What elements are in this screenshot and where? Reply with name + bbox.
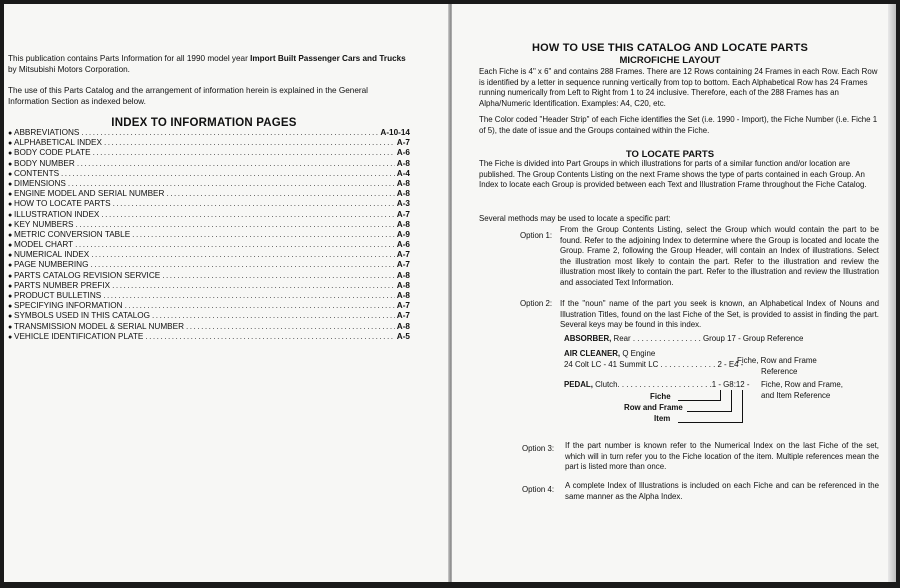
index-entry-label: PARTS NUMBER PREFIX: [14, 280, 111, 290]
index-entry-label: METRIC CONVERSION TABLE: [14, 229, 131, 239]
bullet-icon: ●: [8, 211, 13, 219]
index-entry: [8, 240, 410, 250]
index-entry-label: SYMBOLS USED IN THIS CATALOG: [14, 311, 151, 321]
index-entry: [8, 322, 410, 332]
index-entry-page: A-4: [396, 168, 410, 178]
callout-leader-item-h: [678, 422, 743, 423]
example-qualifier: Q Engine: [620, 349, 656, 358]
option-3-text: If the part number is known refer to the Numerical Index on the last Fiche of the set, which will in turn refer you to the Fiche location of the item. Multiple references mean the part is listed more than once.: [565, 441, 879, 471]
index-entry: [8, 220, 410, 230]
index-entry-page: A-6: [396, 240, 410, 250]
bullet-icon: ●: [8, 130, 13, 137]
bullet-icon: ●: [8, 170, 13, 178]
index-entry-label: BODY NUMBER: [14, 158, 75, 168]
index-entry: [8, 138, 410, 148]
bullet-icon: ●: [8, 150, 13, 158]
usage-paragraph: The use of this Parts Catalog and the arrangement of information herein is explained in the General Information Section as indexed below.: [8, 86, 369, 106]
example-air-cleaner-models: 24 Colt LC - 41 Summit LC . . . . . . . . . . . . . 2 - E4 -: [564, 360, 744, 369]
index-entry-page: A-10-14: [380, 128, 410, 137]
option-2-label: Option 2:: [520, 299, 553, 308]
index-entry: [8, 179, 410, 189]
dot-leader: [75, 240, 395, 250]
bullet-icon: ●: [8, 293, 13, 300]
callout-item: Item: [654, 414, 671, 423]
fiche-paragraph: Each Fiche is 4" x 6" and contains 288 Frames. There are 12 Rows containing 24 Frames in each Row. Each Row is identified by a letter in sequence running vertically from top to bottom. Each Alphabetical Row has 24 Frames running numerically from Left to Right from 1 to 24 inclusive. Therefore, each of the 288 Frames has an Alpha/Numeric Identification. Examples: A4, C20, etc.: [479, 67, 878, 108]
index-entry-page: A-7: [396, 209, 410, 219]
index-entry-label: SPECIFYING INFORMATION: [14, 301, 123, 311]
dot-leader: [101, 210, 394, 220]
callout-fiche: Fiche: [650, 392, 671, 401]
dot-leader: [113, 199, 395, 209]
index-entry-page: A-7: [396, 301, 410, 311]
option-3-label: Option 3:: [522, 444, 555, 453]
index-entry-page: A-6: [396, 148, 410, 158]
index-entry: [8, 230, 410, 240]
bullet-icon: ●: [8, 262, 13, 270]
index-entry-page: A-8: [396, 321, 410, 331]
index-title: INDEX TO INFORMATION PAGES: [111, 117, 297, 129]
dot-leader: [145, 332, 394, 342]
index-entry-label: PAGE NUMBERING: [14, 260, 89, 270]
example-air-cleaner-ref: Fiche, Row and Frame: [737, 356, 817, 365]
microfiche-heading: MICROFICHE LAYOUT: [619, 55, 721, 66]
dot-leader: [103, 291, 395, 301]
example-noun: ABSORBER,: [564, 334, 612, 343]
bullet-icon: ●: [8, 242, 13, 250]
index-list: [8, 128, 410, 342]
index-entry-label: PARTS CATALOG REVISION SERVICE: [14, 270, 161, 280]
example-reference: Rear . . . . . . . . . . . . . . . . Group 17 - Group Reference: [611, 334, 804, 343]
index-entry-label: PRODUCT BULLETINS: [14, 291, 102, 300]
index-entry-label: MODEL CHART: [14, 240, 74, 250]
index-entry-label: HOW TO LOCATE PARTS: [14, 199, 111, 209]
index-entry-page: A-8: [396, 158, 410, 168]
index-entry-label: ABBREVIATIONS: [14, 128, 80, 137]
intro-bold-text: Import Built Passenger Cars and Trucks: [250, 54, 406, 63]
left-page: [4, 4, 450, 582]
index-entry: [8, 210, 410, 220]
index-entry: [8, 301, 410, 311]
bullet-icon: ●: [8, 191, 13, 199]
page-title: HOW TO USE THIS CATALOG AND LOCATE PARTS: [531, 42, 809, 54]
index-entry-label: BODY CODE PLATE: [14, 148, 91, 158]
index-entry: [8, 189, 410, 199]
example-pedal-ref: Fiche, Row and Frame,: [761, 380, 844, 389]
example-noun: AIR CLEANER,: [564, 349, 621, 358]
locate-parts-paragraph: The Fiche is divided into Part Groups in which illustrations for parts of a similar function and/or location are published. The Group Contents Listing on the next Frame shows the type of parts contained in each Group. An Index to locate each Group is provided between each Text and Illustration Frame throughout the Fiche Catalog.: [479, 159, 867, 189]
index-entry: [8, 311, 410, 321]
callout-leader-row-h: [687, 411, 732, 412]
index-entry: [8, 291, 410, 301]
dot-leader: [132, 230, 395, 240]
option-4-text: A complete Index of Illustrations is included on each Fiche and can be referenced in the same manner as the Alpha Index.: [565, 481, 879, 501]
index-entry-page: A-7: [396, 311, 410, 321]
option-1-text: From the Group Contents Listing, select the Group which would contain the part to be found. Refer to the adjoining Index to determine where the Group is located and locate the Group. Frame 2, following the Group Header, will contain an Index of illustrations. Select the illustration most likely to contain the part. Refer to the illustration and review the illustration most likely to contain the part. Refer to the illustration and review the Illustration and associated Text Information.: [560, 225, 879, 287]
example-noun: PEDAL,: [564, 380, 593, 389]
index-entry-label: NUMERICAL INDEX: [14, 250, 90, 260]
bullet-icon: ●: [8, 201, 13, 209]
dot-leader: [61, 169, 395, 179]
index-entry: [8, 271, 410, 281]
dot-leader: [68, 179, 395, 189]
index-entry: [8, 281, 410, 291]
callout-row-frame: Row and Frame: [624, 403, 683, 412]
index-entry-label: TRANSMISSION MODEL & SERIAL NUMBER: [14, 321, 184, 331]
index-entry: [8, 148, 410, 158]
index-entry-label: ALPHABETICAL INDEX: [14, 138, 102, 148]
index-entry-label: KEY NUMBERS: [14, 219, 74, 229]
intro-text-end: by Mitsubishi Motors Corporation.: [8, 65, 130, 74]
dot-leader: [81, 128, 378, 138]
callout-leader-fiche-h: [678, 400, 721, 401]
intro-paragraph: [8, 53, 408, 75]
dot-leader: [162, 271, 395, 281]
dot-leader: [112, 281, 395, 291]
header-strip-paragraph: The Color coded "Header Strip" of each Fiche identifies the Set (i.e. 1990 - Import), the Fiche Number (i.e. Fiche 1 of 5), the date of issue and the Groups contained within the Fiche.: [479, 115, 878, 135]
index-entry-page: A-8: [396, 291, 410, 300]
index-entry-page: A-8: [396, 189, 410, 199]
index-entry-page: A-7: [396, 138, 410, 148]
callout-leader-item-v: [742, 390, 743, 423]
bullet-icon: ●: [8, 180, 13, 188]
index-entry-page: A-8: [396, 280, 410, 290]
dot-leader: [104, 138, 395, 148]
bullet-icon: ●: [8, 140, 13, 148]
option-4-label: Option 4:: [522, 485, 555, 494]
bullet-icon: ●: [8, 303, 13, 311]
index-entry-page: A-5: [396, 331, 410, 341]
index-entry: [8, 128, 410, 138]
index-entry-label: ILLUSTRATION INDEX: [14, 209, 100, 219]
callout-leader-fiche-v: [720, 390, 721, 401]
right-page: [452, 4, 888, 582]
index-entry-page: A-7: [396, 260, 410, 270]
dot-leader: [186, 322, 395, 332]
option-1-label: Option 1:: [520, 231, 553, 240]
bullet-icon: ●: [8, 252, 13, 260]
index-entry-page: A-7: [396, 250, 410, 260]
example-air-cleaner-ref-2: Reference: [761, 367, 798, 376]
example-pedal-ref-2: and Item Reference: [761, 391, 831, 400]
index-entry-page: A-8: [396, 178, 410, 188]
option-2-text: If the "noun" name of the part you seek is known, an Alphabetical Index of Nouns and Illustration Titles, found on the last Fiche of the Set, is provided to assist in finding the part. Several keys may be found in this index.: [560, 299, 879, 329]
index-entry-page: A-9: [396, 229, 410, 239]
bullet-icon: ●: [8, 323, 13, 331]
index-entry-page: A-3: [396, 199, 410, 209]
bullet-icon: ●: [8, 160, 13, 168]
index-entry-page: A-8: [396, 219, 410, 229]
dot-leader: [93, 148, 395, 158]
example-air-cleaner: [564, 349, 655, 360]
index-entry-label: VEHICLE IDENTIFICATION PLATE: [14, 331, 144, 341]
index-entry-page: A-8: [396, 270, 410, 280]
bullet-icon: ●: [8, 231, 13, 239]
callout-leader-row-v: [731, 390, 732, 412]
bullet-icon: ●: [8, 272, 13, 280]
index-entry-label: ENGINE MODEL AND SERIAL NUMBER: [14, 189, 165, 199]
locate-parts-heading: TO LOCATE PARTS: [625, 149, 715, 160]
index-entry: [8, 169, 410, 179]
dot-leader: [75, 220, 394, 230]
index-entry: [8, 159, 410, 169]
dot-leader: [125, 301, 395, 311]
bullet-icon: ●: [8, 282, 13, 290]
index-entry-label: CONTENTS: [14, 168, 60, 178]
dot-leader: [77, 159, 395, 169]
bullet-icon: ●: [8, 333, 13, 341]
dot-leader: [91, 250, 395, 260]
dot-leader: [166, 189, 394, 199]
index-entry: [8, 250, 410, 260]
index-entry-label: DIMENSIONS: [14, 178, 66, 188]
example-locator: Clutch. . . . . . . . . . . . . . . . . . . . . .1 - G8:12 -: [592, 380, 750, 389]
dot-leader: [90, 260, 394, 270]
example-absorber: [564, 334, 803, 345]
bullet-icon: ●: [8, 313, 13, 321]
index-entry: [8, 260, 410, 270]
intro-text: This publication contains Parts Information for all 1990 model year: [8, 54, 251, 63]
example-pedal: [564, 380, 749, 391]
methods-intro: Several methods may be used to locate a specific part:: [479, 214, 671, 223]
index-entry: [8, 199, 410, 209]
bullet-icon: ●: [8, 221, 13, 229]
index-entry: [8, 332, 410, 342]
dot-leader: [152, 311, 395, 321]
page-edge: [888, 4, 896, 582]
